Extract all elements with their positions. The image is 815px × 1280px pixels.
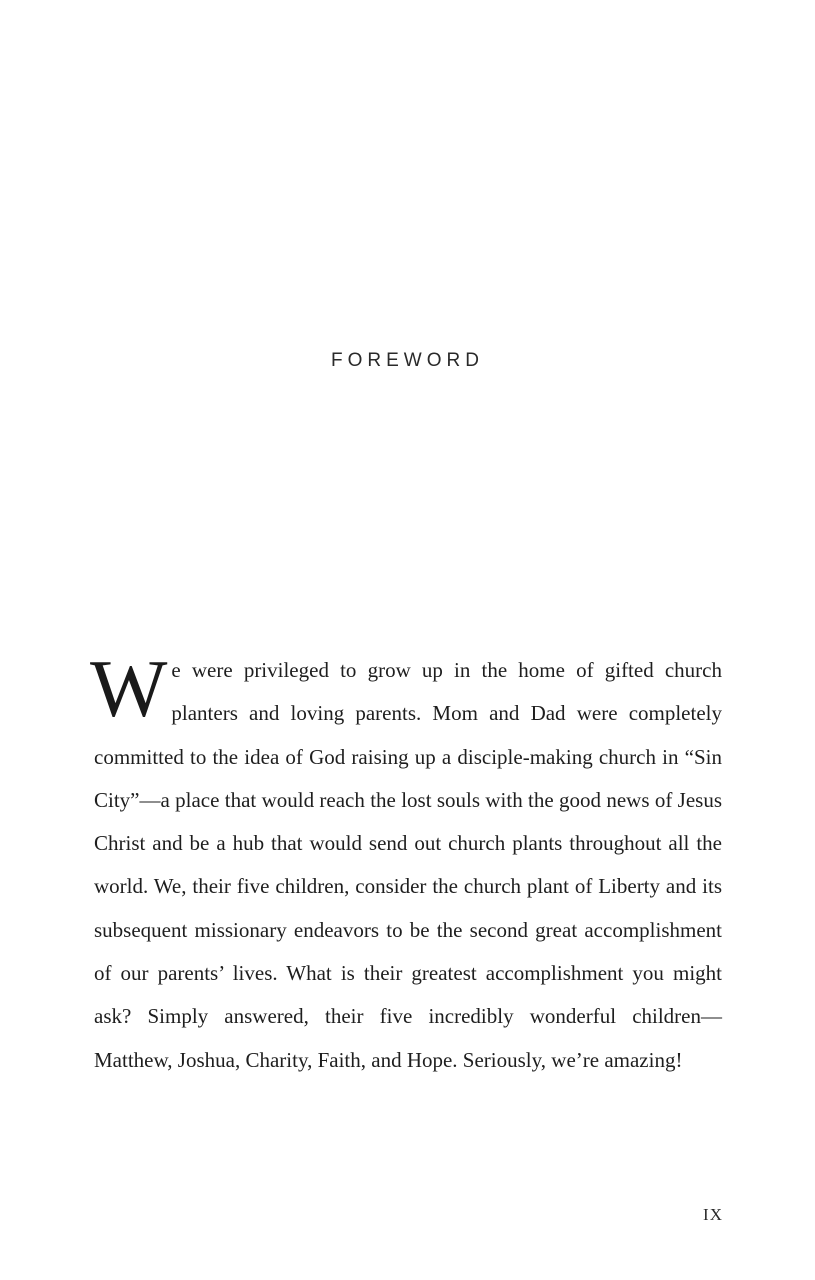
foreword-paragraph [90, 643, 722, 1082]
chapter-heading: FOREWORD [331, 350, 484, 371]
drop-cap: W [90, 643, 168, 734]
paragraph-text: e were privileged to grow up in the home of gifted church planters and loving parents. Mom and Dad were completely committed to the idea of God raising up a disciple-making church in “Sin City”—a place that would reach the lost souls with the good news of Jesus Christ and be a hub that would send out church plants throughout all the world. We, their five children, consider the church plant of Liberty and its subsequent missionary endeavors to be the second great accomplishment of our parents’ lives. What is their greatest accomplishment you might ask? Simply answered, their five incredibly wonderful children—Matthew, Joshua, Charity, Faith, and Hope. Seriously, we’re amazing! [94, 658, 722, 1072]
page-number: IX [703, 1205, 723, 1224]
